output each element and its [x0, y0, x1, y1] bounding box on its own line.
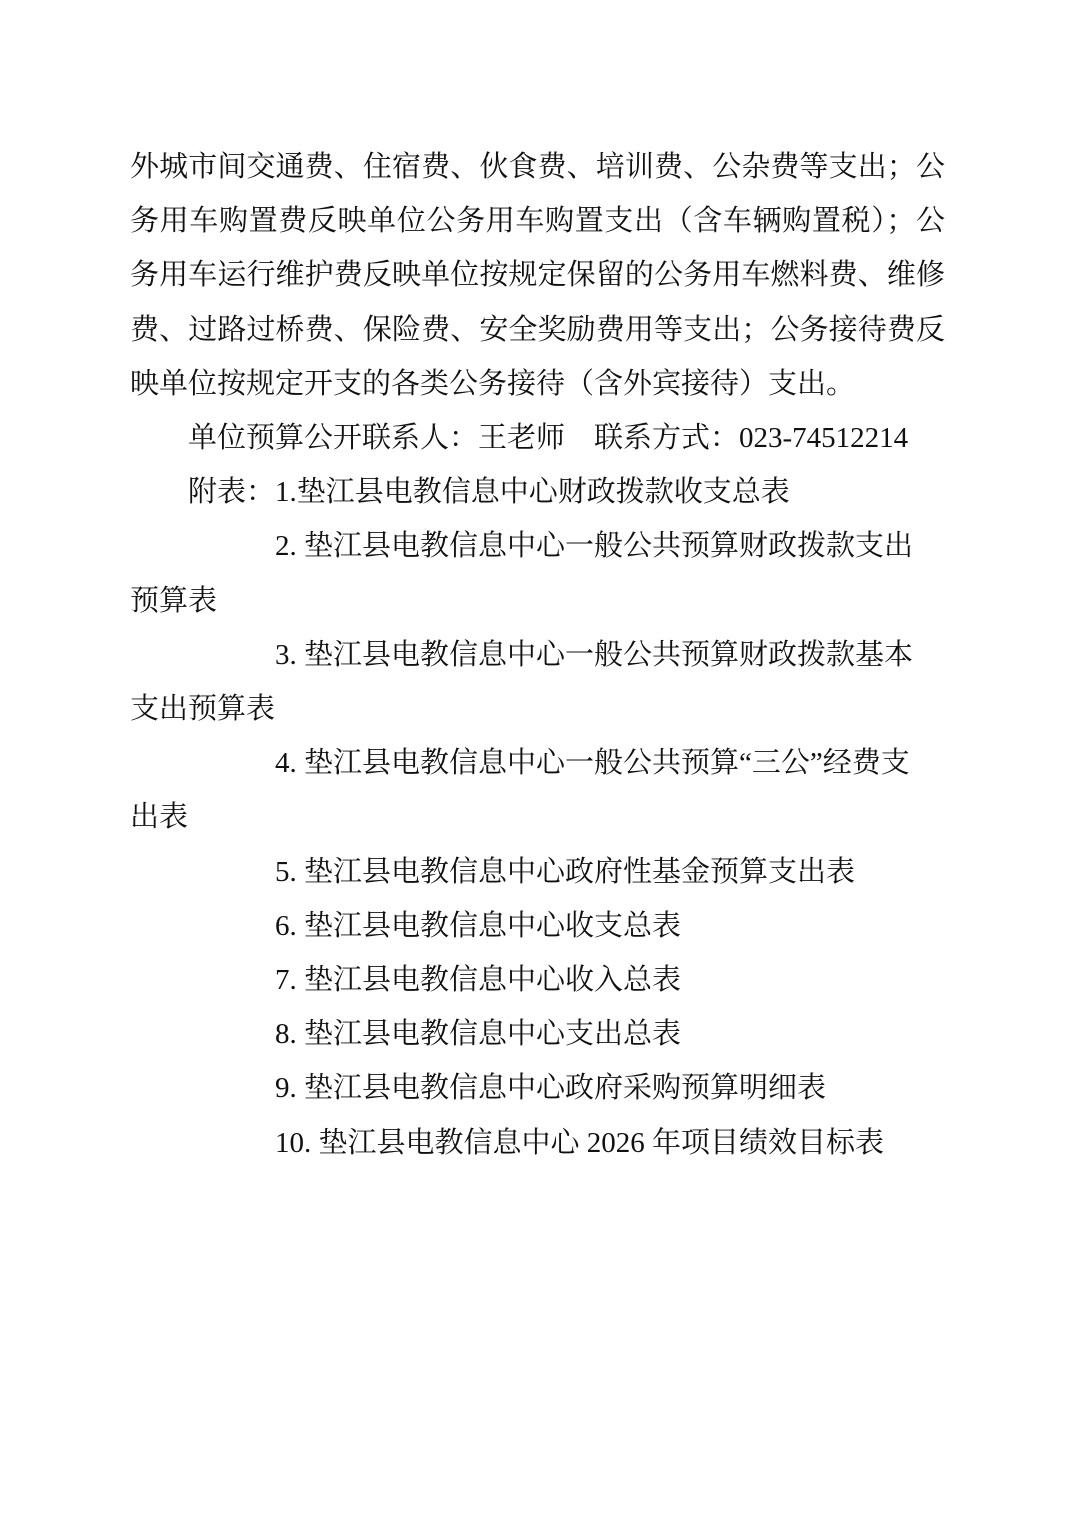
- attachment-continuation-line: 出表: [130, 801, 189, 834]
- attachment-item-line: 10. 垫江县电教信息中心 2026 年项目绩效目标表: [275, 1126, 885, 1159]
- attachment-item-line: 6. 垫江县电教信息中心收支总表: [275, 909, 682, 942]
- attachment-item-line: 4. 垫江县电教信息中心一般公共预算“三公”经费支: [275, 747, 910, 780]
- attachment-continuation-line: 支出预算表: [130, 693, 276, 726]
- contact-line: 单位预算公开联系人：王老师 联系方式：023-74512214: [188, 422, 909, 455]
- attachment-heading-line: 附表：1.垫江县电教信息中心财政拨款收支总表: [188, 476, 790, 509]
- attachment-item-line: 2. 垫江县电教信息中心一般公共预算财政拨款支出: [275, 530, 914, 563]
- attachment-item-line: 9. 垫江县电教信息中心政府采购预算明细表: [275, 1072, 827, 1105]
- paragraph-line: 费、过路过桥费、保险费、安全奖励费用等支出；公务接待费反: [130, 313, 945, 346]
- attachment-continuation-line: 预算表: [130, 584, 218, 617]
- attachment-item-line: 7. 垫江县电教信息中心收入总表: [275, 964, 682, 997]
- paragraph-line: 务用车运行维护费反映单位按规定保留的公务用车燃料费、维修: [130, 259, 945, 292]
- attachment-item-line: 3. 垫江县电教信息中心一般公共预算财政拨款基本: [275, 638, 914, 671]
- document-text-block: [130, 140, 945, 1170]
- attachment-item-line: 8. 垫江县电教信息中心支出总表: [275, 1018, 682, 1051]
- attachment-item-line: 5. 垫江县电教信息中心政府性基金预算支出表: [275, 855, 856, 888]
- paragraph-line: 务用车购置费反映单位公务用车购置支出（含车辆购置税）；公: [130, 205, 945, 238]
- paragraph-line: 外城市间交通费、住宿费、伙食费、培训费、公杂费等支出；公: [130, 151, 945, 183]
- paragraph-line: 映单位按规定开支的各类公务接待（含外宾接待）支出。: [130, 367, 856, 400]
